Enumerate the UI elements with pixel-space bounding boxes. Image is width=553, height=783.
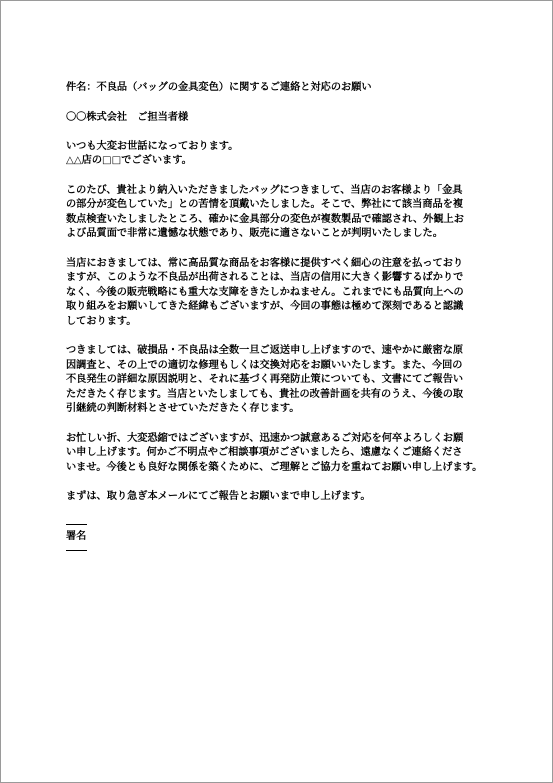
email-subject: 件名：不良品（バッグの金具変色）に関するご連絡と対応のお願い — [66, 82, 372, 93]
recipient-line: 〇〇株式会社 ご担当者様 — [66, 111, 189, 123]
paragraph-line: なく、今後の販売戦略にも重大な支障をきたしかねません。これまでにも品質向上への — [66, 286, 464, 298]
paragraph-line: 当店におきましては、常に高品質な商品をお客様に提供すべく細心の注意を払っており — [66, 257, 464, 269]
paragraph-line: いませ。今後とも良好な関係を築くために、ご理解とご協力を重ねてお願い申し上げます。 — [66, 461, 483, 473]
letter-body — [66, 81, 504, 551]
quality-concern-paragraph — [66, 257, 504, 330]
request-paragraph — [66, 344, 504, 417]
spacer — [66, 96, 504, 111]
greeting-line: いつも大変お世話になっております。 — [66, 140, 239, 152]
closing-paragraph — [66, 490, 504, 505]
paragraph-line: このたび、貴社より納入いただきましたバッグにつきまして、当店のお客様より「金具 — [66, 184, 463, 196]
paragraph-line: ただきたく存じます。当店といたしましても、貴社の改善計画を共有のうえ、今後の取 — [66, 388, 464, 400]
greeting-paragraph — [66, 140, 504, 169]
paragraph-line: 取り組みをお願いしてきた経緯もございますが、今回の事態は極めて深刻であると認識 — [66, 301, 464, 313]
paragraph-line: ますが、このような不良品が出荷されることは、当店の信用に大きく影響するばかりで — [66, 272, 464, 284]
paragraph-line: 数点検査いたしましたところ、確かに金具部分の変色が複数製品で確認され、外観上お — [66, 213, 464, 225]
signature-top-divider — [66, 524, 87, 525]
spacer — [66, 505, 504, 520]
paragraph-line: まずは、取り急ぎ本メールにてご報告とお願いまで申し上げます。 — [66, 491, 371, 503]
greeting-line: △△店の□□でございます。 — [66, 155, 192, 167]
paragraph-line: つきましては、破損品・不良品は全数一旦ご返送申し上げますので、速やかに厳密な原 — [66, 345, 464, 357]
paragraph-line: の部分が変色していた」との苦情を頂戴いたしました。そこで、弊社にて該当商品を複 — [66, 199, 464, 211]
signature-label: 署名 — [66, 530, 87, 542]
closing-request-paragraph — [66, 432, 504, 476]
paragraph-line: 引継続の判断材料とさせていただきたく存じます。 — [66, 403, 300, 415]
spacer — [66, 475, 504, 490]
paragraph-line: しております。 — [66, 315, 137, 327]
spacer — [66, 125, 504, 140]
paragraph-line: お忙しい折、大変恐縮ではございますが、迅速かつ誠意あるご対応を何卒よろしくお願 — [66, 432, 464, 444]
spacer — [66, 242, 504, 257]
paragraph-line: い申し上げます。何かご不明点やご相談事項がございましたら、遠慮なくご連絡くださ — [66, 447, 463, 459]
paragraph-line: 不良発生の詳細な原因説明と、それに基づく再発防止策についても、文書にてご報告い — [66, 374, 464, 386]
signature-bottom-divider — [66, 550, 87, 551]
complaint-paragraph — [66, 184, 504, 242]
spacer — [66, 417, 504, 432]
spacer — [66, 330, 504, 345]
spacer — [66, 169, 504, 184]
paragraph-line: よび品質面で非常に遺憾な状態であり、販売に適さないことが判明いたしました。 — [66, 228, 443, 240]
paragraph-line: 因調査と、その上での適切な修理もしくは交換対応をお願いいたします。また、今回の — [66, 359, 463, 371]
